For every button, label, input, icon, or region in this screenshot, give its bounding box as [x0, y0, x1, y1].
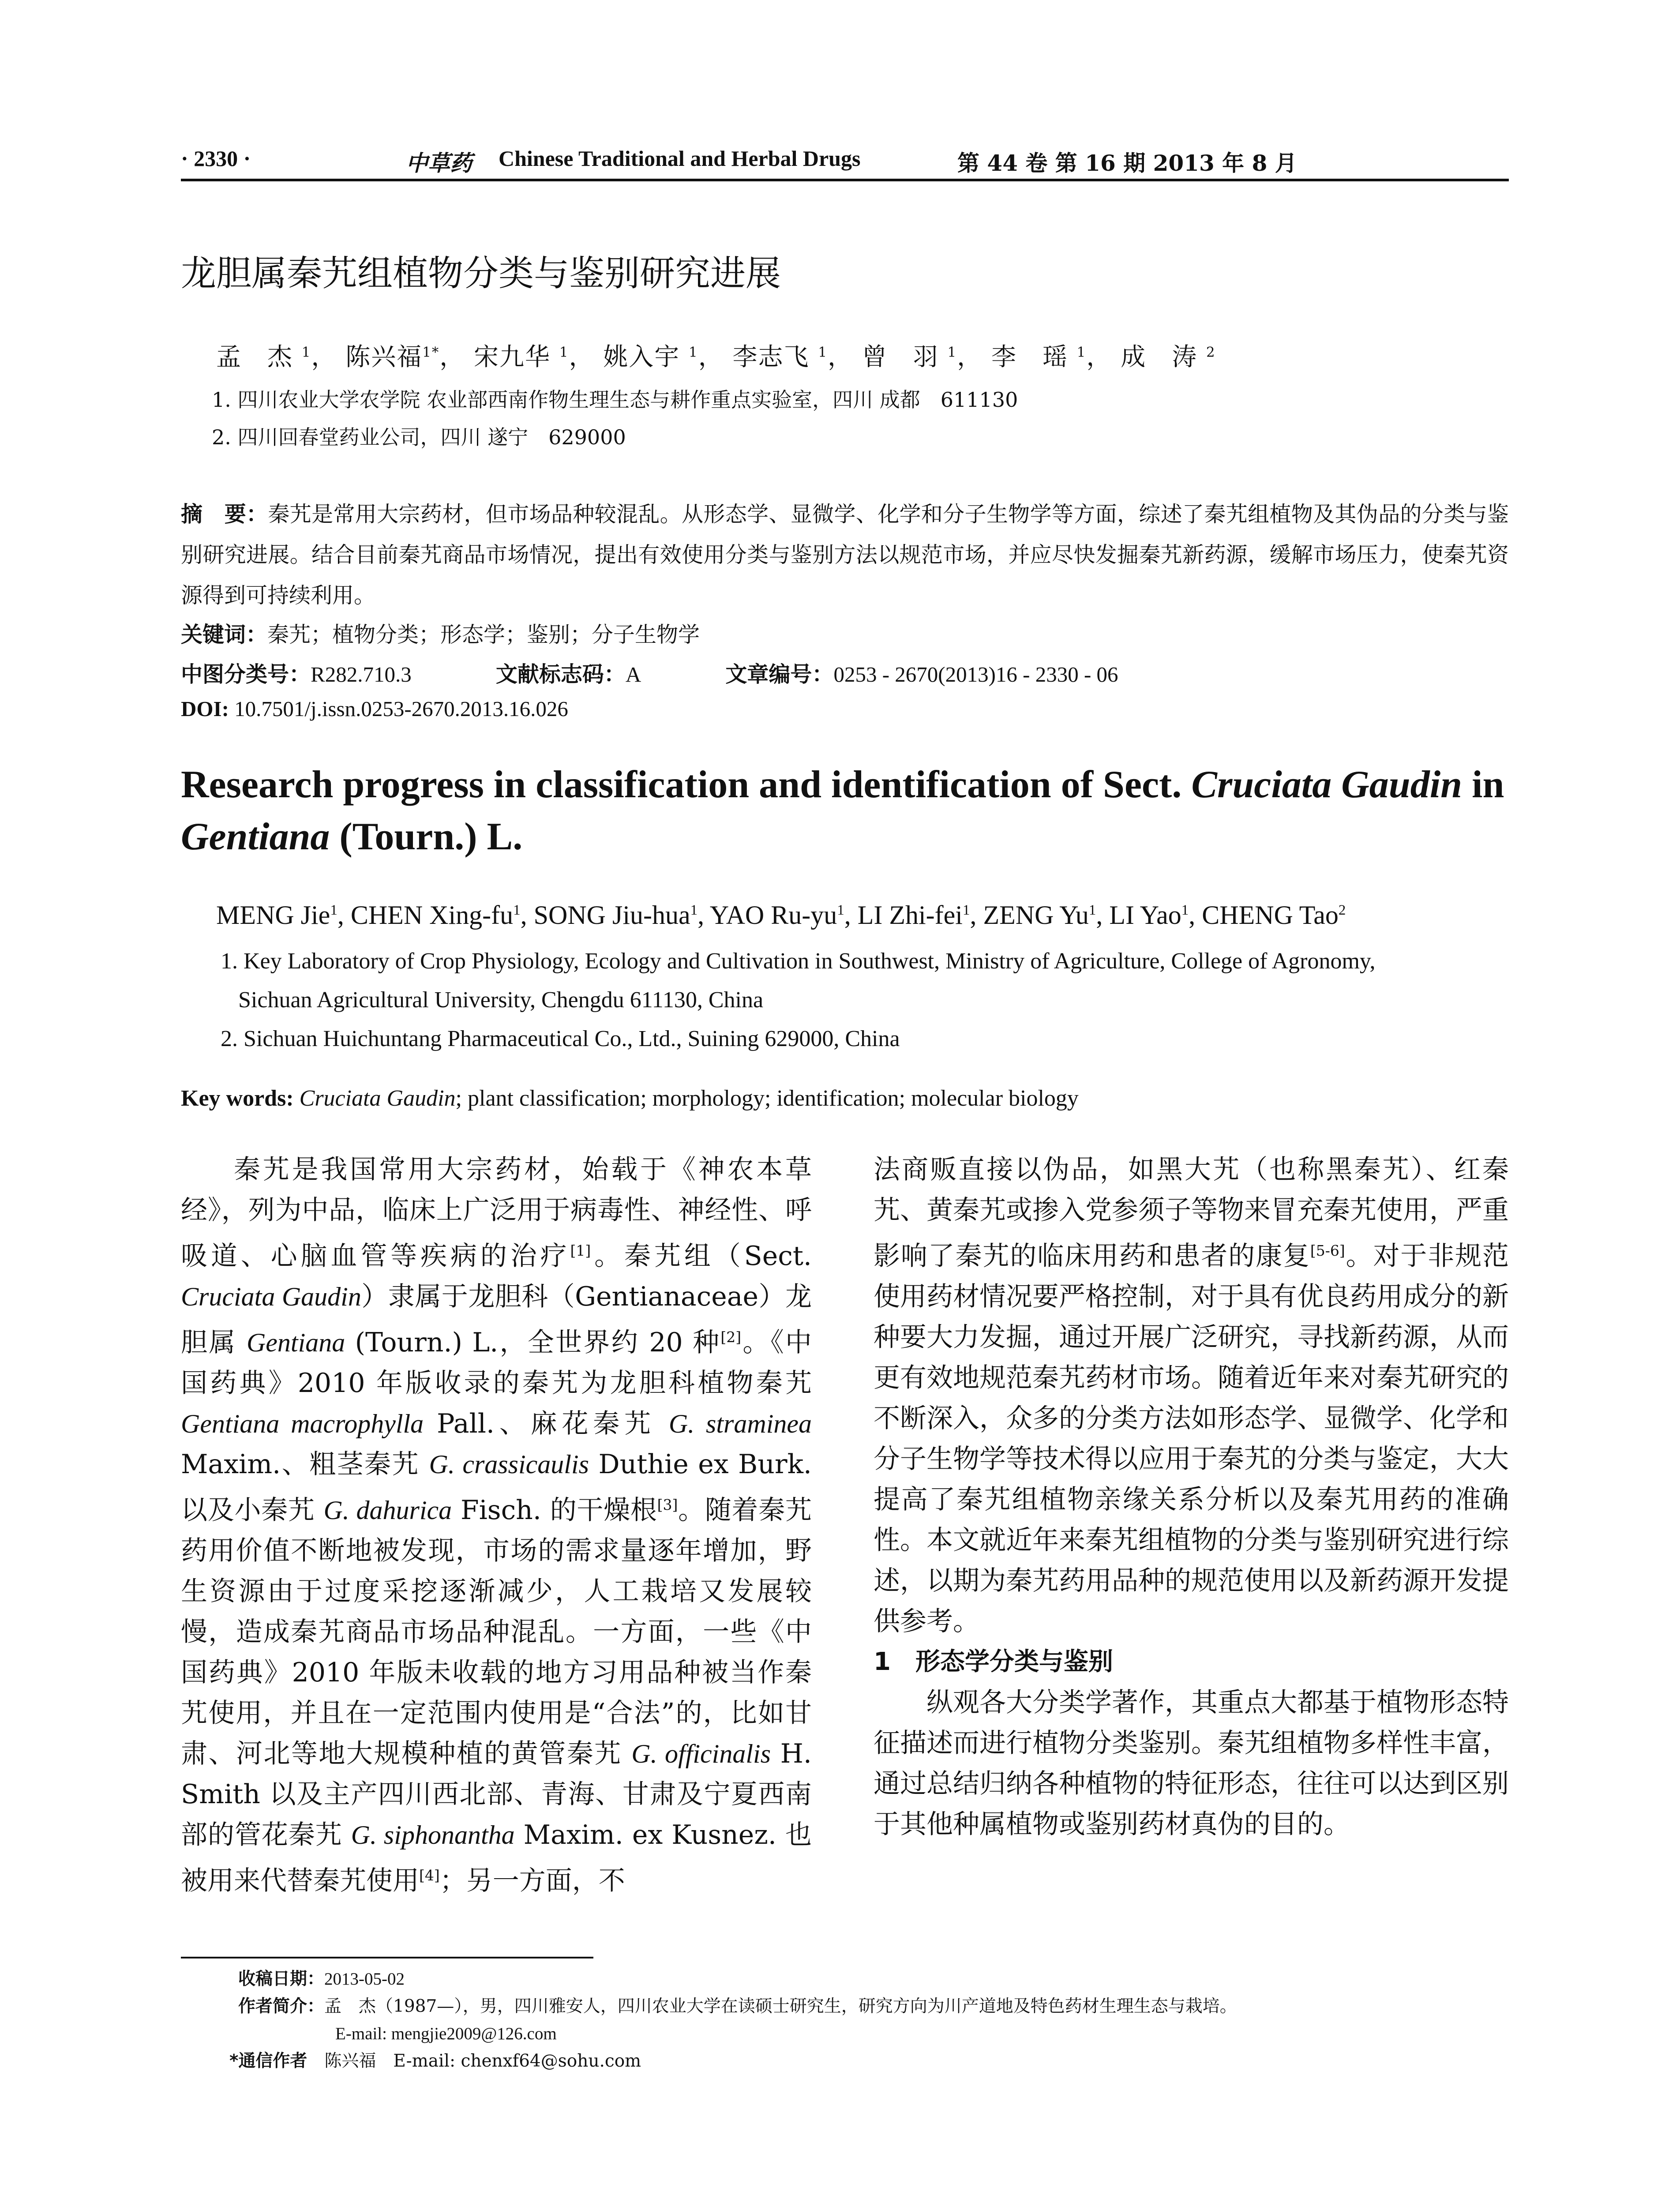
- author-en: LI Zhi-fei$^1$: [857, 900, 970, 930]
- page-number: · 2330 ·: [181, 146, 251, 171]
- body-column-right: [874, 1149, 1509, 1845]
- footnotes: [229, 1966, 1237, 2075]
- author-cn: 成 涛 $^2$: [1121, 343, 1216, 371]
- abstract: [181, 494, 1509, 616]
- citation: [4]: [419, 1867, 440, 1884]
- footnote-rule: [181, 1957, 593, 1958]
- journal-name-en: Chinese Traditional and Herbal Drugs: [499, 146, 861, 171]
- classification-line: [181, 657, 1118, 688]
- author-en: CHEN Xing-$fu^1$: [350, 900, 521, 930]
- body-paragraph: 秦艽是我国常用大宗药材，始载于《神农本草经》，列为中品，临床上广泛用于病毒性、神经性、呼吸道、心脑血管等疾病的治疗[1]。秦艽组（Sect. Cruciata Gaudin）隶属于龙胆科（Gentianaceae）龙胆属 Gentiana (Tourn.) L.，全世界约 20 种[2]。《中国药典》2010 年版收录的秦艽为龙胆科植物秦艽 Gentiana macrophylla Pall.、麻花秦艽 G. straminea Maxim.、粗茎秦艽 G. crassicaulis Duthie ex Burk. 以及小秦艽 G. dahurica Fisch. 的干燥根[3]。随着秦艽药用价值不断地被发现，市场的需求量逐年增加，野生资源由于过度采挖逐渐减少，人工栽培又发展较慢，造成秦艽商品市场品种混乱。一方面，一些《中国药典》2010 年版未收载的地方习用品种被当作秦艽使用，并且在一定范围内使用是“合法”的，比如甘肃、河北等地大规模种植的黄管秦艽 G. officinalis H. Smith 以及主产四川西北部、青海、甘肃及宁夏西南部的管花秦艽 G. siphonantha Maxim. ex Kusnez. 也被用来代替秦艽使用[4]；另一方面，不: [181, 1154, 812, 1896]
- author-cn: 宋九华 $^1$: [474, 343, 569, 371]
- journal-name-cn: 中草药: [406, 150, 472, 176]
- doi-line: DOI: 10.7501/j.issn.0253-2670.2013.16.026: [181, 697, 568, 721]
- received-date: 收稿日期：2013-05-02: [238, 1969, 405, 1989]
- keywords-en: Key words: Cruciata Gaudin; plant classification; morphology; identification; molecular biology: [181, 1086, 1079, 1111]
- abstract-label: 摘 要：: [181, 502, 268, 527]
- abstract-text: 秦艽是常用大宗药材，但市场品种较混乱。从形态学、显微学、化学和分子生物学等方面，综述了秦艽组植物及其伪品的分类与鉴别研究进展。结合目前秦艽商品市场情况，提出有效使用分类与鉴别方法以规范市场，并应尽快发掘秦艽新药源，缓解市场压力，使秦艽资源得到可持续利用。: [181, 502, 1509, 608]
- author-en: CHENG Tao$^2$: [1202, 900, 1346, 930]
- body-paragraph: 法商贩直接以伪品，如黑大艽（也称黑秦艽）、红秦艽、黄秦艽或掺入党参须子等物来冒充秦艽使用，严重影响了秦艽的临床用药和患者的康复[5-6]。对于非规范使用药材情况要严格控制，对于具有优良药用成分的新种要大力发掘，通过开展广泛研究，寻找新药源，从而更有效地规范秦艽药材市场。随着近年来对秦艽研究的不断深入，众多的分类方法如形态学、显微学、化学和分子生物学等技术得以应用于秦艽的分类与鉴定，大大提高了秦艽组植物亲缘关系分析以及秦艽用药的准确性。本文就近年来秦艽组植物的分类与鉴别研究进行综述，以期为秦艽药用品种的规范使用以及新药源开发提供参考。: [874, 1154, 1509, 1637]
- author-list-en: MENG Jie$^1$, CHEN Xing-$fu^1$, SONG Jiu-hua$^1$, YAO $Ru-yu^1$, LI Zhi-fei$^1$, ZENG Yu$^1$, LI Yao$^1$, CHENG Tao$^2$: [216, 900, 1346, 930]
- doc-code-label: 文献标志码：: [495, 662, 626, 687]
- author-email: E-mail: mengjie2009@126.com: [335, 2024, 557, 2043]
- citation: [3]: [657, 1496, 678, 1513]
- citation: [1]: [570, 1242, 591, 1259]
- article-no-value: 0253 - 2670(2013)16 - 2330 - 06: [833, 662, 1118, 687]
- affiliation-cn-2: 2. 四川回春堂药业公司，四川 遂宁 629000: [212, 425, 626, 449]
- author-cn: 孟 杰 $^1$: [216, 343, 311, 371]
- author-cn: 陈兴福$^{1*}$: [345, 343, 440, 371]
- header-rule: [181, 179, 1509, 181]
- author-cn: 李 瑶 $^1$: [991, 343, 1087, 371]
- clc-value: R282.710.3: [311, 662, 412, 687]
- affiliation-en-1: 1. Key Laboratory of Crop Physiology, Ecology and Cultivation in Southwest, Ministry of Agriculture, College of Agronomy, Sichuan Agricultural University, Chengdu 611130, China 2. Sichuan Huichuntang Pharmaceutical Co., Ltd., Suining 629000, China: [221, 942, 1376, 1058]
- body-paragraph: 纵观各大分类学著作，其重点大都基于植物形态特征描述而进行植物分类鉴别。秦艽组植物多样性丰富，通过总结归纳各种植物的特征形态，往往可以达到区别于其他种属植物或鉴别药材真伪的目的。: [874, 1687, 1509, 1840]
- paper-title-cn: 龙胆属秦艽组植物分类与鉴别研究进展: [181, 253, 781, 294]
- clc-label: 中图分类号：: [181, 662, 311, 687]
- author-en: LI Yao$^1$: [1109, 900, 1189, 930]
- author-cn: 李志飞 $^1$: [732, 343, 828, 371]
- paper-title-en: Research progress in classification and identification of Sect. Cruciata Gaudin in Gentiana (Tourn.) L.: [181, 763, 1504, 858]
- running-header: [181, 137, 1504, 185]
- author-en: MENG Jie$^1$: [216, 900, 338, 930]
- author-bio: 作者简介：孟 杰（1987—），男，四川雅安人，四川农业大学在读硕士研究生，研究方向为川产道地及特色药材生理生态与栽培。: [238, 1996, 1237, 2016]
- citation: [2]: [720, 1328, 742, 1346]
- section-heading: 1 形态学分类与鉴别: [874, 1647, 1113, 1676]
- author-cn: 姚入宇 $^1$: [603, 343, 698, 371]
- author-en: ZENG Yu$^1$: [983, 900, 1096, 930]
- affiliation-cn-1: 1. 四川农业大学农学院 农业部西南作物生理生态与耕作重点实验室，四川 成都 611130: [212, 388, 1018, 412]
- author-en: SONG Jiu-hua$^1$: [533, 900, 698, 930]
- author-cn: 曾 羽 $^1$: [862, 343, 957, 371]
- issue-info: 第 44 卷 第 16 期 2013 年 8 月: [957, 150, 1297, 176]
- author-list-cn: 孟 杰 $^1$， 陈兴福$^{1*}$， 宋九华 $^1$， 姚入宇 $^1$， 李志飞 $^1$， 曾 羽 $^1$， 李 瑶 $^1$， 成 涛 $^2$: [216, 343, 1216, 371]
- keywords-cn: 关键词：秦艽；植物分类；形态学；鉴别；分子生物学: [181, 622, 700, 647]
- citation: [5-6]: [1310, 1242, 1345, 1259]
- article-no-label: 文章编号：: [725, 662, 834, 687]
- author-en: YAO $Ru-yu^1$: [709, 900, 844, 930]
- corresponding-author: *通信作者 陈兴福 E-mail: chenxf64@sohu.com: [229, 2051, 641, 2071]
- doc-code-value: A: [625, 662, 641, 687]
- body-column-left: [181, 1149, 812, 1901]
- affiliation-en-2: 2. Sichuan Huichuntang Pharmaceutical Co., Ltd., Suining 629000, China: [221, 1026, 900, 1051]
